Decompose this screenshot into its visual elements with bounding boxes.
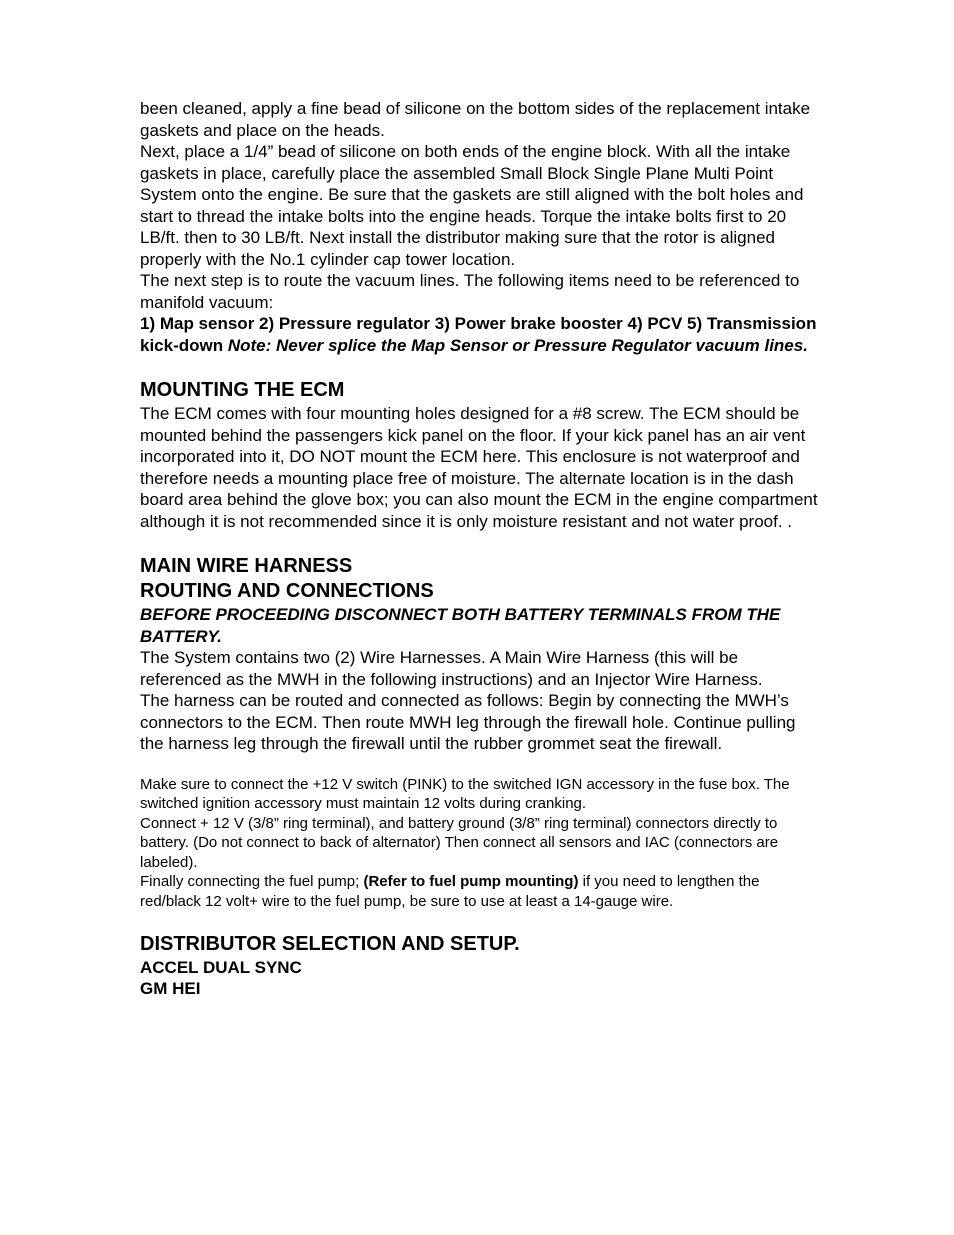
harness-heading: MAIN WIRE HARNESS xyxy=(140,555,353,577)
ecm-heading: MOUNTING THE ECM xyxy=(140,379,345,401)
switch-instructions: Make sure to connect the +12 V switch (PINK) to the switched IGN accessory in the fuse box. The switched ignition accessory must maintain 12 volts during cranking. xyxy=(140,775,790,813)
fuel-pump-reference: (Refer to fuel pump mounting) xyxy=(363,873,579,891)
harness-paragraph-2: The harness can be routed and connected as follows: Begin by connecting the MWH’s connectors to the ECM. Then route MWH leg through the firewall hole. Continue pulling the harness leg through the firewall until the rubber grommet seat the firewall. xyxy=(140,691,796,753)
harness-subheading: ROUTING AND CONNECTIONS xyxy=(140,580,434,602)
distributor-subheading-accel: ACCEL DUAL SYNC xyxy=(140,957,302,977)
fuel-pump-text-start: Finally connecting the fuel pump; xyxy=(140,873,364,891)
intro-paragraph-1: been cleaned, apply a fine bead of silicone on the bottom sides of the replacement intake gaskets and place on the heads. xyxy=(140,99,811,140)
fuel-pump-instructions xyxy=(140,872,820,911)
vacuum-items-list: 1) Map sensor 2) Pressure regulator 3) Power brake booster 4) PCV 5) Transmission kick-down xyxy=(140,314,817,355)
vacuum-items-paragraph xyxy=(140,313,820,356)
distributor-subheading-gm: GM HEI xyxy=(140,979,201,999)
fuel-pump-text-end: if you need to lengthen the red/black 12 volt+ wire to the fuel pump, be sure to use at least a 14-gauge wire. xyxy=(140,873,760,911)
harness-paragraph-1: The System contains two (2) Wire Harnesses. A Main Wire Harness (this will be referenced as the MWH in the following instructions) and an Injector Wire Harness. xyxy=(140,648,763,689)
ecm-paragraph: The ECM comes with four mounting holes designed for a #8 screw. The ECM should be mounted behind the passengers kick panel on the floor. If your kick panel has an air vent incorporated into it, DO NOT mount the ECM here. This enclosure is not waterproof and therefore needs a mounting place free of moisture. The alternate location is in the dash board area behind the glove box; you can also mount the ECM in the engine compartment although it is not recommended since it is only moisture resistant and not water proof. . xyxy=(140,404,818,531)
battery-instructions: Connect + 12 V (3/8” ring terminal), and battery ground (3/8” ring terminal) connectors directly to battery. (Do not connect to back of alternator) Then connect all sensors and IAC (connectors are labeled). xyxy=(140,814,779,871)
vacuum-note: Note: Never splice the Map Sensor or Pressure Regulator vacuum lines. xyxy=(227,335,808,355)
distributor-heading: DISTRIBUTOR SELECTION AND SETUP. xyxy=(140,932,520,955)
harness-warning: BEFORE PROCEEDING DISCONNECT BOTH BATTERY TERMINALS FROM THE BATTERY. xyxy=(140,605,781,646)
intro-paragraph-3: The next step is to route the vacuum lines. The following items need to be referenced to manifold vacuum: xyxy=(140,271,800,312)
intro-paragraph-2: Next, place a 1/4” bead of silicone on both ends of the engine block. With all the intake gaskets in place, carefully place the assembled Small Block Single Plane Multi Point System onto the engine. Be sure that the gaskets are still aligned with the bolt holes and start to thread the intake bolts into the engine heads. Torque the intake bolts first to 20 LB/ft. then to 30 LB/ft. Next install the distributor making sure that the rotor is aligned properly with the No.1 cylinder cap tower location. xyxy=(140,142,804,269)
page-content xyxy=(140,98,820,1000)
